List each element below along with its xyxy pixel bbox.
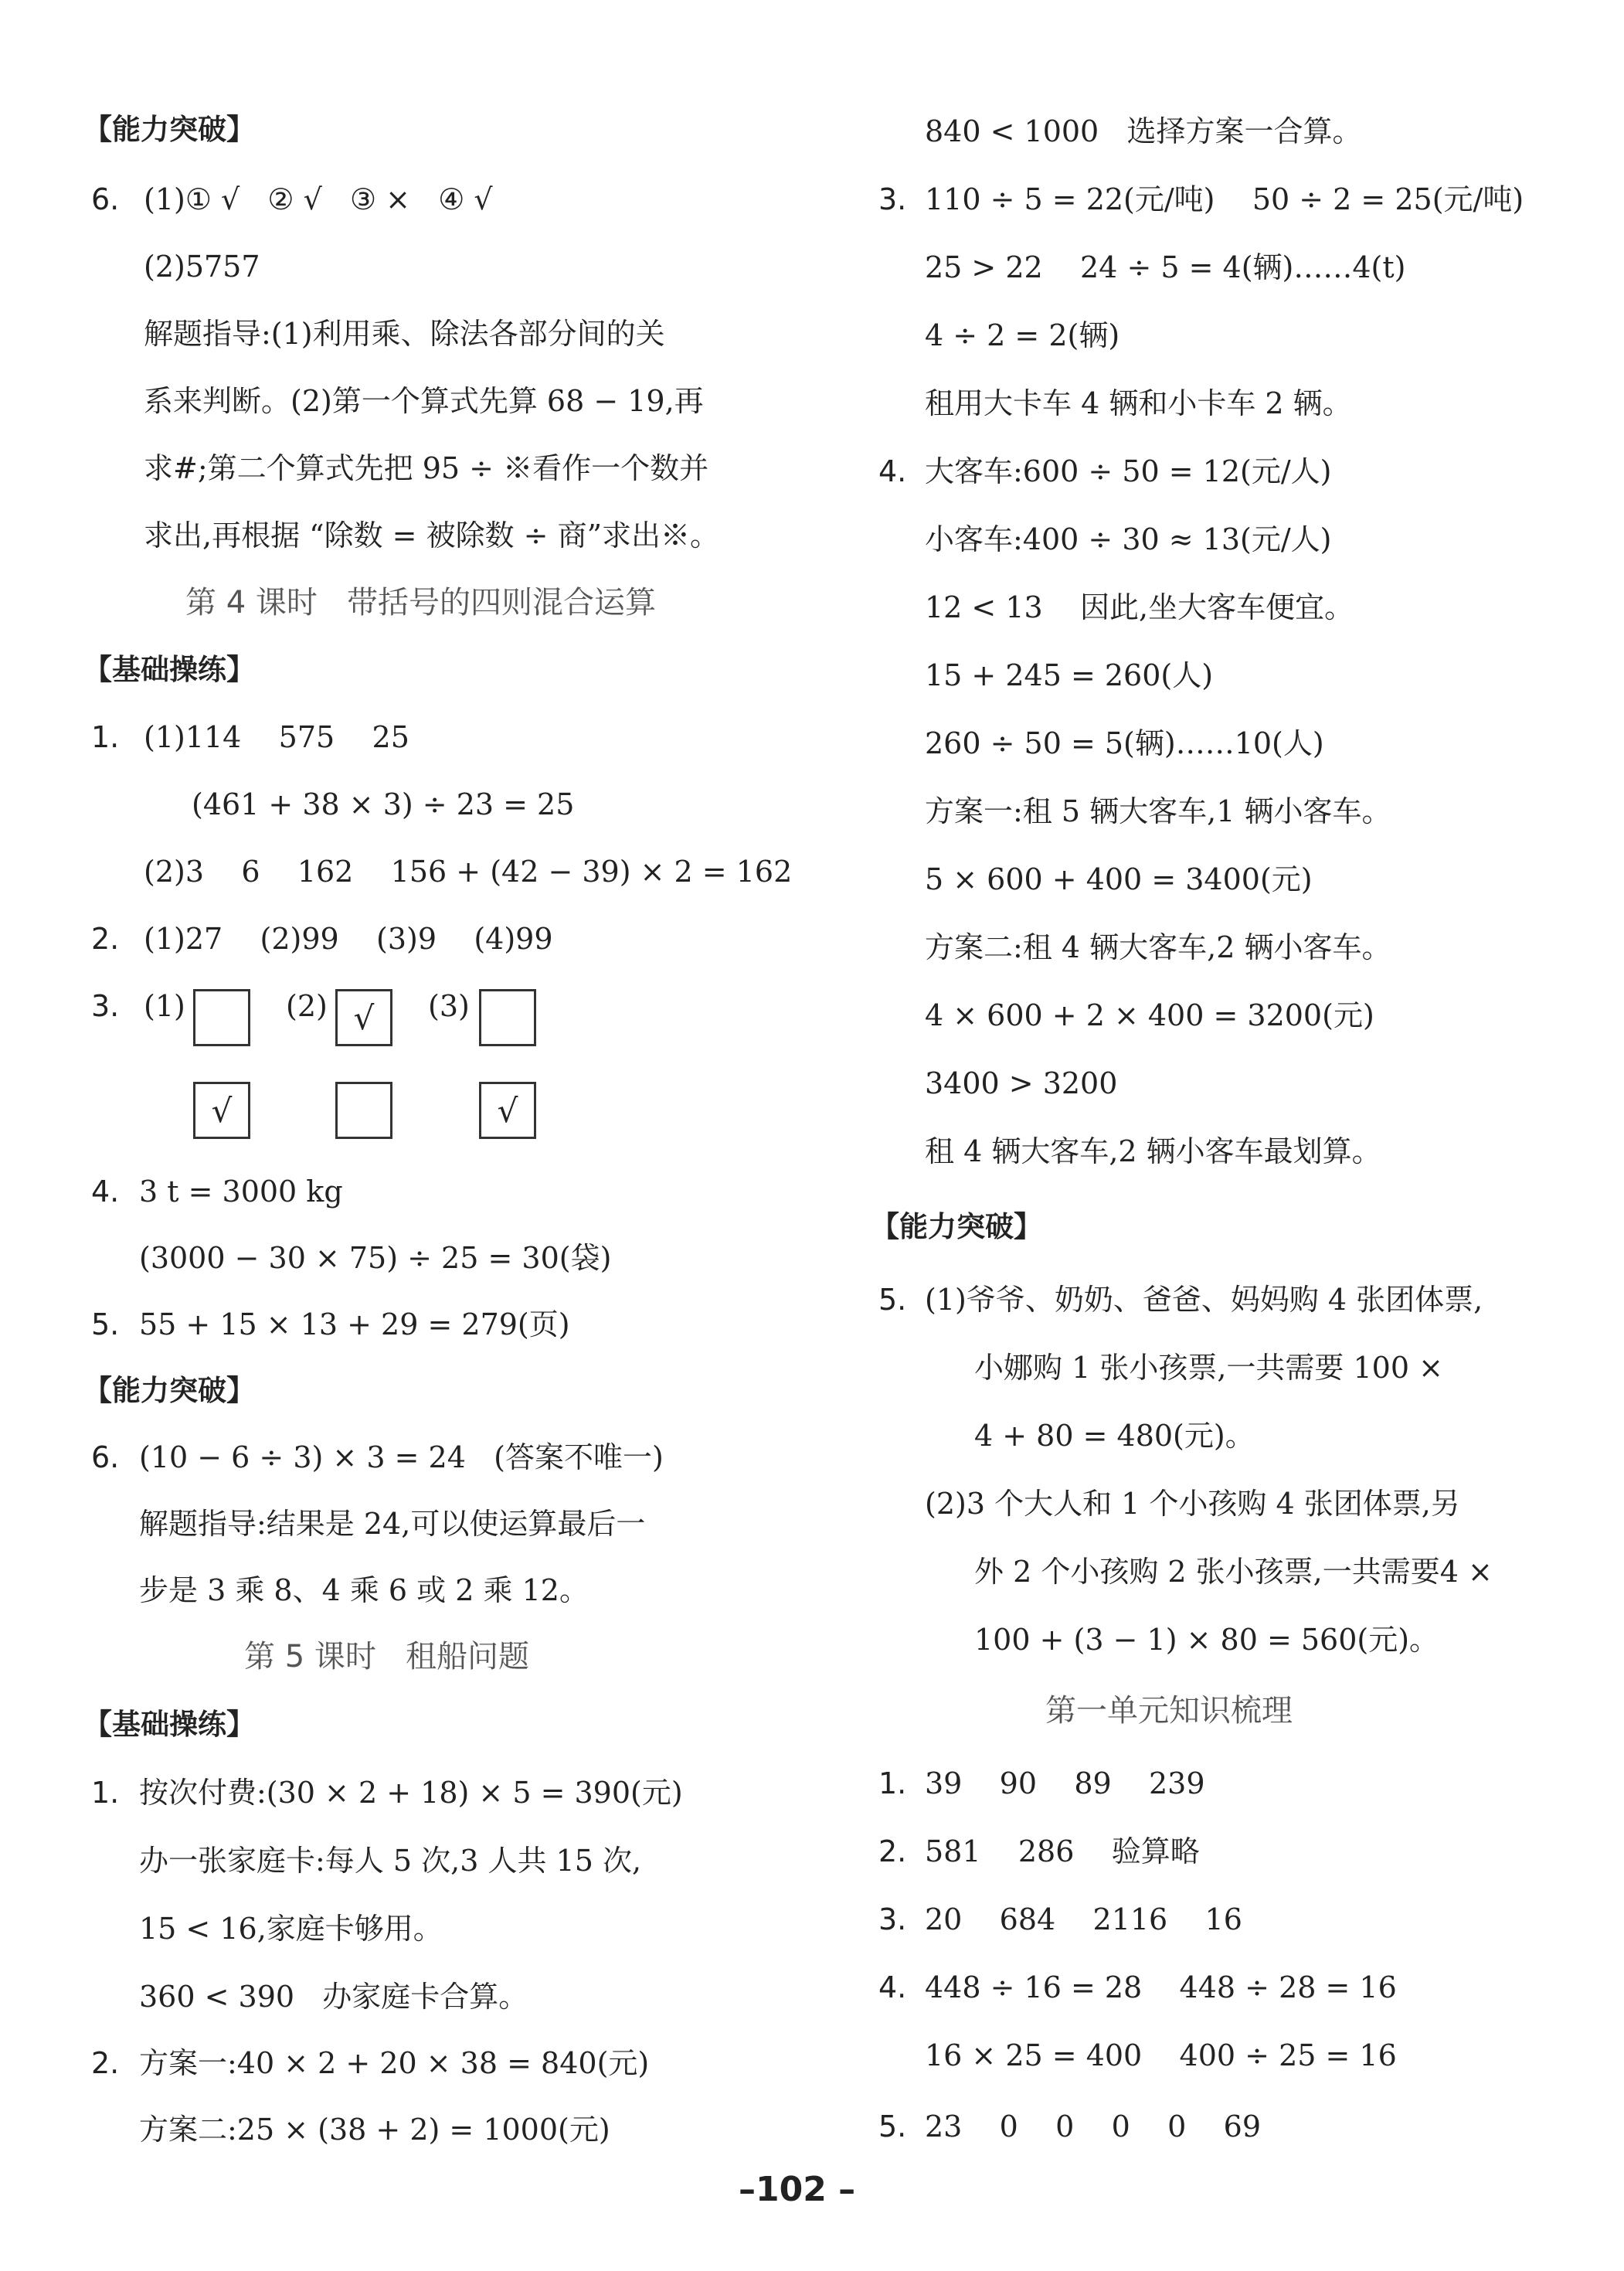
question-number: 4. bbox=[91, 1175, 120, 1209]
answer-box-empty bbox=[335, 1082, 392, 1139]
answer-line: 3 t = 3000 kg bbox=[139, 1175, 343, 1209]
answer-box-checked: √ bbox=[193, 1082, 250, 1139]
section-label-ability: 【能力突破】 bbox=[871, 1210, 1042, 1243]
answer-line: 方案一:40 × 2 + 20 × 38 = 840(元) bbox=[139, 2046, 650, 2080]
answer-line: 360 < 390 办家庭卡合算。 bbox=[139, 1980, 528, 2014]
answer-line: 4 ÷ 2 = 2(辆) bbox=[925, 318, 1120, 352]
answer-line: 步是 3 乘 8、4 乘 6 或 2 乘 12。 bbox=[139, 1573, 589, 1607]
answer-line: 100 + (3 − 1) × 80 = 560(元)。 bbox=[974, 1623, 1439, 1657]
page-number: –102 – bbox=[739, 2170, 856, 2209]
question-number: 1. bbox=[91, 720, 120, 754]
answer-line: 系来判断。(2)第一个算式先算 68 − 19,再 bbox=[144, 384, 704, 418]
answer-line: 解题指导:(1)利用乘、除法各部分间的关 bbox=[144, 317, 665, 351]
answer-line: 小娜购 1 张小孩票,一共需要 100 × bbox=[974, 1351, 1443, 1385]
question-number: 4. bbox=[878, 1970, 907, 2004]
answer-box-checked: √ bbox=[479, 1082, 536, 1139]
answer-line: 12 < 13 因此,坐大客车便宜。 bbox=[925, 590, 1354, 624]
answer-part-label: (2) bbox=[286, 989, 328, 1023]
answer-box-empty bbox=[193, 989, 250, 1046]
question-number: 6. bbox=[91, 1440, 120, 1474]
answer-line: 求出,再根据 “除数 = 被除数 ÷ 商”求出※。 bbox=[144, 518, 720, 552]
answer-line: 448 ÷ 16 = 28 448 ÷ 28 = 16 bbox=[925, 1970, 1397, 2004]
question-number: 4. bbox=[878, 454, 907, 488]
question-number: 5. bbox=[878, 2110, 907, 2144]
question-number: 3. bbox=[878, 1902, 907, 1936]
answer-line: 解题指导:结果是 24,可以使运算最后一 bbox=[139, 1507, 646, 1541]
answer-line: 4 + 80 = 480(元)。 bbox=[974, 1419, 1255, 1453]
answer-part-label: (1) bbox=[144, 989, 185, 1023]
question-number: 1. bbox=[878, 1766, 907, 1800]
lesson-title: 第 5 课时 租船问题 bbox=[244, 1639, 530, 1674]
answer-line: 办一张家庭卡:每人 5 次,3 人共 15 次, bbox=[139, 1844, 642, 1878]
section-label-basic: 【基础操练】 bbox=[83, 1708, 255, 1741]
question-number: 5. bbox=[878, 1283, 907, 1317]
answer-line: 20 684 2116 16 bbox=[925, 1902, 1242, 1936]
section-label-ability: 【能力突破】 bbox=[83, 113, 255, 146]
answer-line: 外 2 个小孩购 2 张小孩票,一共需要4 × bbox=[974, 1555, 1493, 1589]
answer-line: 15 + 245 = 260(人) bbox=[925, 658, 1214, 692]
answer-part-label: (3) bbox=[428, 989, 470, 1023]
answer-line: 求#;第二个算式先把 95 ÷ ※看作一个数并 bbox=[144, 451, 709, 485]
answer-box-checked: √ bbox=[335, 989, 392, 1046]
answer-line: (2)5757 bbox=[144, 250, 260, 284]
question-number: 2. bbox=[91, 2046, 120, 2080]
question-number: 1. bbox=[91, 1776, 120, 1810]
unit-title: 第一单元知识梳理 bbox=[1045, 1693, 1293, 1729]
answer-line: 15 < 16,家庭卡够用。 bbox=[139, 1912, 443, 1946]
answer-line: 4 × 600 + 2 × 400 = 3200(元) bbox=[925, 998, 1374, 1032]
answer-line: (461 + 38 × 3) ÷ 23 = 25 bbox=[192, 787, 575, 821]
question-number: 2. bbox=[878, 1834, 907, 1868]
answer-line: 16 × 25 = 400 400 ÷ 25 = 16 bbox=[925, 2038, 1397, 2072]
answer-line: 260 ÷ 50 = 5(辆)……10(人) bbox=[925, 726, 1324, 760]
answer-line: (2)3 个大人和 1 个小孩购 4 张团体票,另 bbox=[925, 1487, 1460, 1521]
answer-line: (1)27 (2)99 (3)9 (4)99 bbox=[144, 922, 553, 956]
answer-line: 25 > 22 24 ÷ 5 = 4(辆)……4(t) bbox=[925, 250, 1406, 284]
answer-line: 581 286 验算略 bbox=[925, 1834, 1200, 1868]
answer-line: (3000 − 30 × 75) ÷ 25 = 30(袋) bbox=[139, 1241, 612, 1275]
section-label-ability: 【能力突破】 bbox=[83, 1374, 255, 1407]
answer-line: 3400 > 3200 bbox=[925, 1066, 1118, 1100]
answer-line: 按次付费:(30 × 2 + 18) × 5 = 390(元) bbox=[139, 1776, 683, 1810]
answer-line: (1)114 575 25 bbox=[144, 720, 409, 754]
answer-line: 110 ÷ 5 = 22(元/吨) 50 ÷ 2 = 25(元/吨) bbox=[925, 182, 1524, 216]
answer-box-empty bbox=[479, 989, 536, 1046]
answer-line: 方案一:租 5 辆大客车,1 辆小客车。 bbox=[925, 794, 1391, 828]
answer-line: (10 − 6 ÷ 3) × 3 = 24 (答案不唯一) bbox=[139, 1440, 664, 1474]
answer-line: 方案二:租 4 辆大客车,2 辆小客车。 bbox=[925, 930, 1391, 964]
answer-line: 23 0 0 0 0 69 bbox=[925, 2110, 1261, 2144]
question-number: 3. bbox=[91, 989, 120, 1023]
lesson-title: 第 4 课时 带括号的四则混合运算 bbox=[185, 585, 657, 620]
question-number: 6. bbox=[91, 182, 120, 216]
answer-line: 39 90 89 239 bbox=[925, 1766, 1205, 1800]
answer-line: 大客车:600 ÷ 50 = 12(元/人) bbox=[925, 454, 1332, 488]
answer-line: 小客车:400 ÷ 30 ≈ 13(元/人) bbox=[925, 522, 1332, 556]
answer-line: 5 × 600 + 400 = 3400(元) bbox=[925, 862, 1313, 896]
answer-line: 840 < 1000 选择方案一合算。 bbox=[925, 114, 1362, 148]
answer-line: 方案二:25 × (38 + 2) = 1000(元) bbox=[139, 2113, 610, 2147]
answer-line: (1)① √ ② √ ③ × ④ √ bbox=[144, 182, 493, 216]
answer-line: (2)3 6 162 156 + (42 − 39) × 2 = 162 bbox=[144, 855, 793, 889]
section-label-basic: 【基础操练】 bbox=[83, 653, 255, 686]
question-number: 2. bbox=[91, 922, 120, 956]
answer-line: 55 + 15 × 13 + 29 = 279(页) bbox=[139, 1307, 570, 1341]
answer-line: (1)爷爷、奶奶、爸爸、妈妈购 4 张团体票, bbox=[925, 1283, 1483, 1317]
answer-line: 租用大卡车 4 辆和小卡车 2 辆。 bbox=[925, 386, 1352, 420]
question-number: 3. bbox=[878, 182, 907, 216]
answer-line: 租 4 辆大客车,2 辆小客车最划算。 bbox=[925, 1134, 1381, 1168]
question-number: 5. bbox=[91, 1307, 120, 1341]
